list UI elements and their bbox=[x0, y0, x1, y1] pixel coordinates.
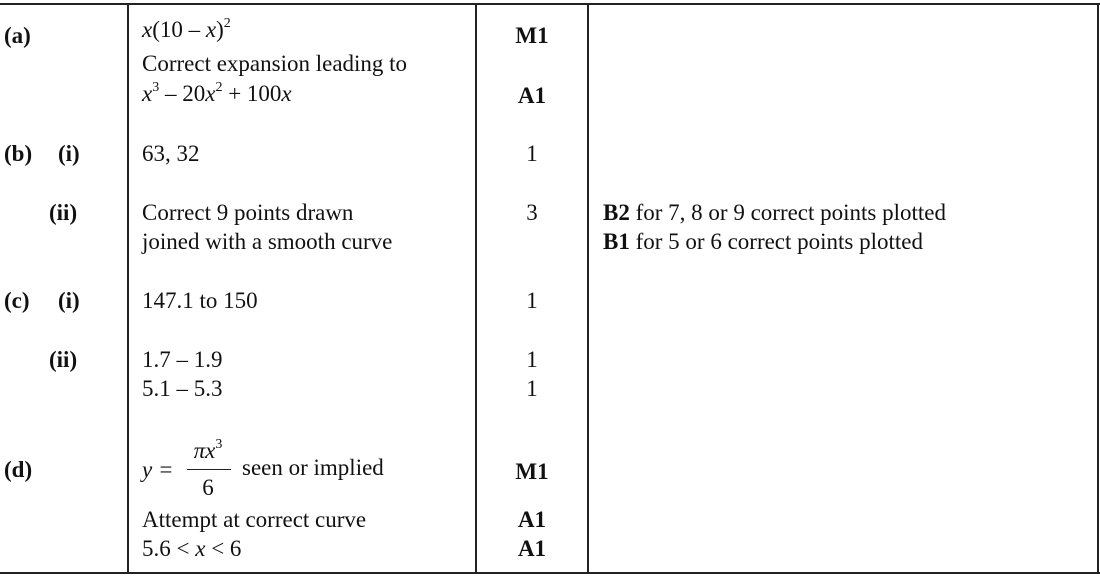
guidance-b2-code: B2 bbox=[603, 200, 630, 225]
mark-a-1: M1 bbox=[515, 23, 549, 48]
part-label-b-i: (i) bbox=[58, 141, 80, 166]
answer-b-i: 63, 32 bbox=[142, 141, 200, 166]
part-label-c-i: (i) bbox=[58, 288, 80, 313]
guidance-b1-code: B1 bbox=[603, 229, 630, 254]
working-a-line-3-t3: x bbox=[205, 81, 216, 106]
mark-d-2: A1 bbox=[517, 507, 547, 532]
top-border bbox=[0, 3, 1100, 5]
part-label-c-ii: (ii) bbox=[49, 347, 78, 372]
answer-c-ii-line-2: 5.1 – 5.3 bbox=[142, 376, 223, 401]
working-a-line-3-e2: 2 bbox=[215, 80, 223, 95]
working-a-line-1-post: ) bbox=[216, 17, 224, 42]
fraction-pi: π bbox=[193, 438, 206, 463]
equation-lhs: y = bbox=[142, 457, 174, 482]
question-label-c: (c) bbox=[4, 288, 30, 313]
working-a-line-3-e1: 3 bbox=[152, 80, 160, 95]
working-a-line-3-t5: x bbox=[281, 81, 292, 106]
working-a-line-1-mid: (10 – bbox=[152, 17, 206, 42]
answer-d-line-2: Attempt at correct curve bbox=[142, 507, 367, 532]
mark-a-2: A1 bbox=[517, 83, 547, 108]
mark-b-i: 1 bbox=[526, 141, 538, 166]
fraction-numerator bbox=[183, 436, 233, 465]
guidance-b2-text: for 7, 8 or 9 correct points plotted bbox=[629, 200, 947, 225]
fraction-exp: 3 bbox=[215, 437, 223, 452]
question-label-a: (a) bbox=[4, 23, 31, 48]
working-a-line-1 bbox=[142, 15, 231, 44]
equation-fraction bbox=[183, 436, 233, 502]
mark-d-1: M1 bbox=[515, 459, 549, 484]
answer-d-line-3-c: < 6 bbox=[205, 536, 242, 561]
guidance-b1-text: for 5 or 6 correct points plotted bbox=[629, 229, 924, 254]
working-a-line-3-t2: – 20 bbox=[159, 81, 206, 106]
fraction-denominator: 6 bbox=[202, 475, 214, 500]
fraction-bar bbox=[187, 469, 231, 470]
mark-c-ii-1: 1 bbox=[526, 347, 538, 372]
answer-c-ii-line-1: 1.7 – 1.9 bbox=[142, 347, 223, 372]
working-a-line-1-x: x bbox=[142, 17, 153, 42]
working-a-line-3 bbox=[142, 79, 292, 108]
working-a-line-1-exp: 2 bbox=[223, 16, 231, 31]
question-label-b: (b) bbox=[4, 141, 33, 166]
answer-d-line-3 bbox=[142, 534, 241, 563]
bottom-border bbox=[0, 572, 1100, 574]
fraction-x: x bbox=[205, 438, 216, 463]
answer-b-ii-line-2: joined with a smooth curve bbox=[142, 229, 393, 254]
guidance-b-ii-line-2 bbox=[603, 227, 923, 256]
equation-note: seen or implied bbox=[242, 455, 384, 480]
mark-c-ii-2: 1 bbox=[526, 376, 538, 401]
answer-d-line-3-b: x bbox=[195, 536, 206, 561]
mark-b-ii: 3 bbox=[526, 200, 538, 225]
right-border bbox=[1097, 3, 1099, 574]
answer-b-ii-line-1: Correct 9 points drawn bbox=[142, 200, 354, 225]
answer-d-line-3-a: 5.6 < bbox=[142, 536, 196, 561]
working-a-line-3-t1: x bbox=[142, 81, 153, 106]
mark-d-3: A1 bbox=[517, 536, 547, 561]
working-a-line-3-t4: + 100 bbox=[222, 81, 282, 106]
column-divider-1 bbox=[127, 3, 129, 574]
working-a-line-2: Correct expansion leading to bbox=[142, 51, 408, 76]
column-divider-3 bbox=[587, 3, 589, 574]
answer-c-i: 147.1 to 150 bbox=[142, 288, 258, 313]
mark-c-i: 1 bbox=[526, 288, 538, 313]
guidance-b-ii-line-1 bbox=[603, 198, 946, 227]
working-a-line-1-var: x bbox=[205, 17, 217, 42]
part-label-b-ii: (ii) bbox=[49, 200, 78, 225]
question-label-d: (d) bbox=[4, 457, 33, 482]
